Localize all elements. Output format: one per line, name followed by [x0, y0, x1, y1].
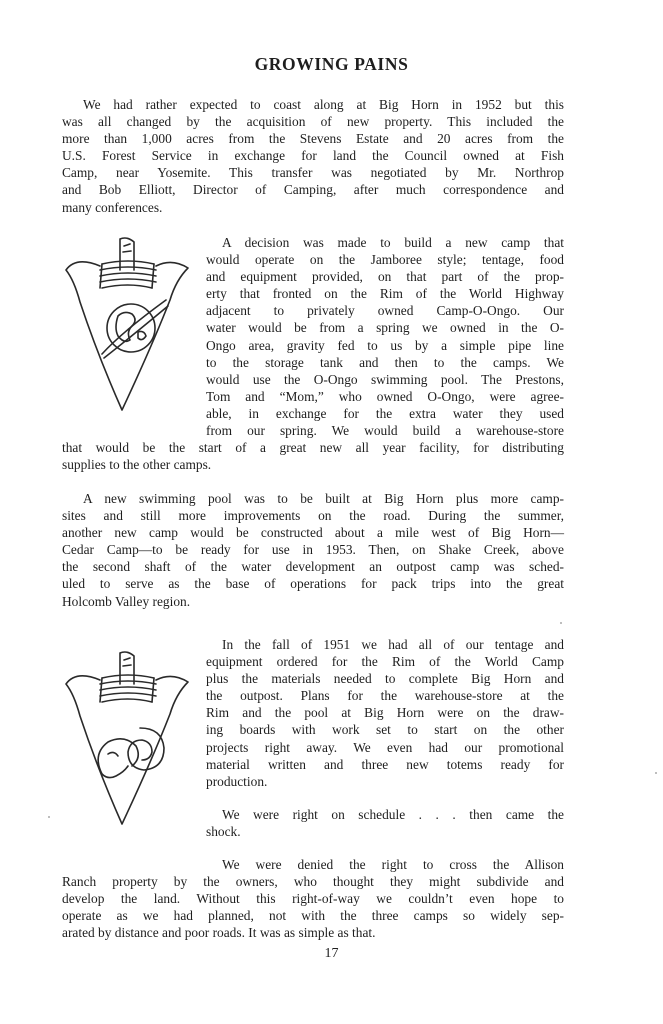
text-line: Ranch property by the owners, who thought they might subdivide and: [62, 874, 564, 890]
text-line: erty that fronted on the Rim of the World Highway: [206, 286, 564, 302]
text-line: Cedar Camp—to be ready for use in 1953. Then, on Shake Creek, above: [62, 542, 564, 558]
text-line: plus the materials needed to complete Big Horn and: [206, 671, 564, 687]
text-line: water would be from a spring we owned in the O-: [206, 320, 564, 336]
text-line: equipment ordered for the Rim of the World Camp: [206, 654, 564, 670]
text-line: uled to serve as the base of operations for pack trips into the great: [62, 576, 564, 592]
text-line: operate as we had planned, not with the three camps so widely sep-: [62, 908, 564, 924]
page-number: 17: [324, 946, 339, 961]
text-line: arated by distance and poor roads. It was as simple as that.: [62, 925, 376, 941]
text-line: material written and three new totems ready for: [206, 756, 564, 772]
text-line: sites and still more improvements on the road. During the summer,: [62, 508, 564, 524]
text-line: Camp, near Yosemite. This transfer was negotiated by Mr. Northrop: [62, 165, 564, 181]
paragraph-4: [62, 636, 564, 790]
text-line: A decision was made to build a new camp that: [222, 235, 564, 250]
page-title: GROWING PAINS: [254, 54, 409, 74]
text-line: develop the land. Without this right-of-way we couldn’t even hope to: [62, 891, 564, 907]
text-line: adjacent to privately owned Camp-O-Ongo. Our: [206, 303, 564, 319]
text-line: We were denied the right to cross the Allison: [222, 857, 564, 872]
scan-speck: [48, 816, 50, 818]
text-line: another new camp would be constructed about a mile west of Big Horn—: [62, 525, 564, 541]
text-line: would operate on the Jamboree style; tentage, food: [206, 252, 564, 268]
paragraph-6: [62, 856, 564, 941]
text-line: able, in exchange for the extra water they used: [206, 405, 564, 421]
paragraph-5: [62, 806, 564, 840]
paragraph-1: [62, 96, 564, 216]
text-line: ing boards with work set to start on the other: [206, 722, 564, 738]
text-line: Ongo area, gravity fed to us by a simple pipe line: [206, 337, 564, 353]
text-line: A new swimming pool was to be built at Big Horn plus more camp-: [83, 491, 564, 506]
text-line: production.: [206, 773, 268, 789]
paragraph-3: [62, 490, 564, 610]
text-line: the second shaft of the water development an outpost camp was sched-: [62, 559, 564, 575]
text-line: and equipment provided, on that part of the prop-: [206, 269, 564, 285]
text-line: We had rather expected to coast along at Big Horn in 1952 but this: [83, 97, 564, 112]
text-line: from our spring. We would build a warehouse-store: [206, 423, 564, 439]
text-line: Holcomb Valley region.: [62, 593, 191, 609]
text-line: shock.: [206, 824, 241, 840]
scan-speck: [655, 772, 657, 774]
text-line: and Bob Elliott, Director of Camping, after much correspondence and: [62, 182, 564, 198]
text-line: We were right on schedule . . . then came the: [222, 807, 564, 822]
scan-speck: [560, 622, 562, 624]
text-line: would use the O-Ongo swimming pool. The Prestons,: [206, 371, 564, 387]
text-line: U.S. Forest Service in exchange for land the Council owned at Fish: [62, 148, 564, 164]
paragraph-2: [62, 234, 564, 473]
text-line: many conferences.: [62, 199, 163, 215]
text-line: to the storage tank and then to the camps. We: [206, 354, 564, 370]
text-line: the outpost. Plans for the warehouse-store at the: [206, 688, 564, 704]
text-line: projects right away. We even had our promotional: [206, 739, 564, 755]
text-line: was all changed by the acquisition of new property. This included the: [62, 114, 564, 130]
text-line: Rim and the pool at Big Horn were on the draw-: [206, 705, 564, 721]
text-line: more than 1,000 acres from the Stevens Estate and 20 acres from the: [62, 131, 564, 147]
text-line: supplies to the other camps.: [62, 457, 212, 473]
text-line: Tom and “Mom,” who owned O-Ongo, were agree-: [206, 388, 564, 404]
text-line: that would be the start of a great new all year facility, for distributing: [62, 440, 564, 456]
text-line: In the fall of 1951 we had all of our tentage and: [222, 637, 564, 652]
